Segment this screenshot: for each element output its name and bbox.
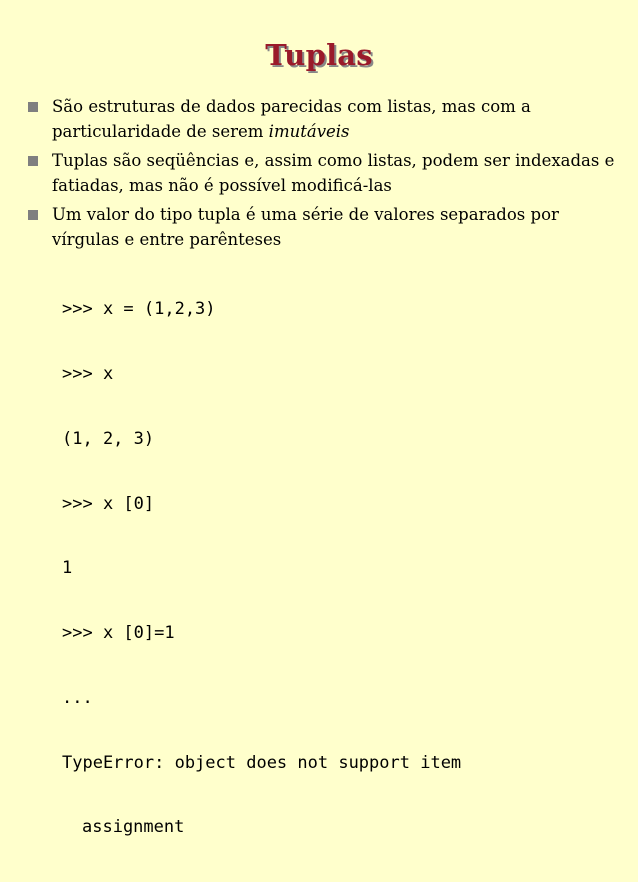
bullet-emphasis: imutáveis xyxy=(268,122,350,141)
bullet-list xyxy=(22,94,622,256)
square-bullet-icon xyxy=(28,102,38,112)
code-line: >>> x xyxy=(62,363,114,384)
bullet-text: São estruturas de dados parecidas com listas, mas com a particularidade de serem xyxy=(52,97,531,141)
code-line: >>> x [0]=1 xyxy=(62,623,175,644)
code-line: (1, 2, 3) xyxy=(62,428,155,449)
code-block xyxy=(62,256,622,882)
code-line: assignment xyxy=(82,817,185,838)
square-bullet-icon xyxy=(28,156,38,166)
slide-title: Tuplas xyxy=(265,38,373,72)
code-line: 1 xyxy=(62,558,73,579)
code-line: >>> x [0] xyxy=(62,493,155,514)
bullet-item xyxy=(22,148,622,198)
square-bullet-icon xyxy=(28,210,38,220)
bullet-text: Tuplas são seqüências e, assim como listas, podem ser indexadas e fatiadas, mas não é possível modificá-las xyxy=(52,151,615,195)
code-line: TypeError: object does not support item xyxy=(62,752,462,773)
bullet-item xyxy=(22,202,622,252)
code-line: ... xyxy=(62,687,93,708)
bullet-text: Um valor do tipo tupla é uma série de valores separados por vírgulas e entre parênteses xyxy=(52,205,559,249)
code-line: >>> x = (1,2,3) xyxy=(62,299,216,320)
bullet-item xyxy=(22,94,622,144)
